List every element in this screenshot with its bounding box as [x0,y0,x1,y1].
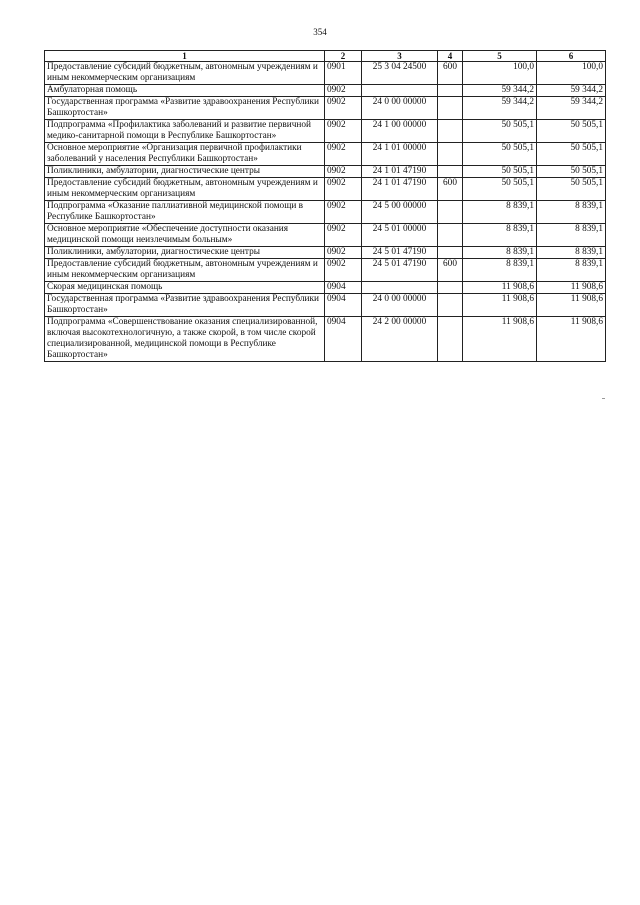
cell-name: Амбулаторная помощь [45,85,325,97]
cell-name: Государственная программа «Развитие здравоохранения Республики Башкортостан» [45,294,325,317]
cell-name: Поликлиники, амбулатории, диагностические центры [45,247,325,259]
cell-amount-2: 50 505,1 [537,143,606,166]
page-number: 354 [313,27,327,37]
cell-target [362,85,438,97]
cell-target: 24 1 01 47190 [362,166,438,178]
cell-amount-2: 8 839,1 [537,247,606,259]
table-row [45,120,606,143]
cell-name: Предоставление субсидий бюджетным, автономным учреждениям и иным некоммерческим организациям [45,178,325,201]
cell-section: 0904 [325,294,362,317]
cell-expense-type [438,201,463,224]
cell-amount-1: 8 839,1 [463,201,537,224]
cell-target: 24 0 00 00000 [362,294,438,317]
cell-amount-1: 8 839,1 [463,247,537,259]
table-row [45,294,606,317]
cell-name: Основное мероприятие «Организация первичной профилактики заболеваний у населения Республики Башкортостан» [45,143,325,166]
cell-name: Скорая медицинская помощь [45,282,325,294]
cell-expense-type [438,224,463,247]
cell-amount-2: 50 505,1 [537,166,606,178]
cell-section: 0902 [325,97,362,120]
cell-amount-1: 50 505,1 [463,143,537,166]
budget-table [44,50,606,362]
cell-amount-2: 8 839,1 [537,201,606,224]
cell-target [362,282,438,294]
cell-name: Подпрограмма «Оказание паллиативной медицинской помощи в Республике Башкортостан» [45,201,325,224]
cell-amount-2: 11 908,6 [537,317,606,362]
cell-amount-1: 59 344,2 [463,97,537,120]
cell-amount-2: 11 908,6 [537,282,606,294]
cell-expense-type [438,120,463,143]
cell-target: 24 1 01 00000 [362,143,438,166]
cell-section: 0902 [325,85,362,97]
cell-amount-2: 50 505,1 [537,178,606,201]
cell-target: 25 3 04 24500 [362,62,438,85]
cell-section: 0904 [325,282,362,294]
cell-name: Предоставление субсидий бюджетным, автономным учреждениям и иным некоммерческим организациям [45,62,325,85]
cell-expense-type [438,143,463,166]
cell-amount-2: 59 344,2 [537,97,606,120]
cell-target: 24 1 01 47190 [362,178,438,201]
scan-mark [602,398,605,399]
cell-amount-1: 11 908,6 [463,317,537,362]
table-row [45,201,606,224]
cell-section: 0902 [325,166,362,178]
cell-expense-type: 600 [438,259,463,282]
cell-name: Предоставление субсидий бюджетным, автономным учреждениям и иным некоммерческим организациям [45,259,325,282]
cell-amount-1: 8 839,1 [463,224,537,247]
table-row [45,97,606,120]
cell-amount-1: 59 344,2 [463,85,537,97]
cell-target: 24 5 01 47190 [362,259,438,282]
cell-section: 0902 [325,120,362,143]
table-row [45,317,606,362]
cell-expense-type: 600 [438,62,463,85]
cell-section: 0902 [325,143,362,166]
column-header-amount-2: 6 [537,51,606,62]
cell-section: 0902 [325,178,362,201]
cell-name: Основное мероприятие «Обеспечение доступности оказания медицинской помощи неизлечимым больным» [45,224,325,247]
column-header-amount-1: 5 [463,51,537,62]
cell-amount-1: 8 839,1 [463,259,537,282]
cell-expense-type [438,166,463,178]
cell-name: Подпрограмма «Профилактика заболеваний и развитие первичной медико-санитарной помощи в Республике Башкортостан» [45,120,325,143]
cell-expense-type [438,247,463,259]
cell-amount-1: 11 908,6 [463,282,537,294]
cell-amount-2: 8 839,1 [537,259,606,282]
column-header-name: 1 [45,51,325,62]
cell-expense-type [438,317,463,362]
table-row [45,85,606,97]
cell-amount-1: 50 505,1 [463,166,537,178]
table-row [45,282,606,294]
cell-expense-type [438,97,463,120]
table-row [45,224,606,247]
cell-amount-2: 8 839,1 [537,224,606,247]
cell-section: 0904 [325,317,362,362]
cell-amount-1: 50 505,1 [463,178,537,201]
table-row [45,247,606,259]
cell-target: 24 2 00 00000 [362,317,438,362]
cell-section: 0901 [325,62,362,85]
column-header-section: 2 [325,51,362,62]
cell-amount-2: 11 908,6 [537,294,606,317]
cell-section: 0902 [325,201,362,224]
cell-name: Подпрограмма «Совершенствование оказания специализированной, включая высокотехнологичную, а также скорой, в том числе скорой специализированной, медицинской помощи в Республике Башкортостан» [45,317,325,362]
cell-expense-type [438,85,463,97]
cell-target: 24 5 00 00000 [362,201,438,224]
cell-name: Государственная программа «Развитие здравоохранения Республики Башкортостан» [45,97,325,120]
table-row [45,166,606,178]
column-header-target: 3 [362,51,438,62]
table-row [45,178,606,201]
cell-amount-1: 11 908,6 [463,294,537,317]
table-row [45,143,606,166]
table-row [45,259,606,282]
table-header-row [45,51,606,62]
cell-section: 0902 [325,247,362,259]
cell-expense-type: 600 [438,178,463,201]
cell-target: 24 1 00 00000 [362,120,438,143]
cell-expense-type [438,282,463,294]
cell-amount-1: 50 505,1 [463,120,537,143]
cell-amount-2: 100,0 [537,62,606,85]
cell-name: Поликлиники, амбулатории, диагностические центры [45,166,325,178]
cell-section: 0902 [325,259,362,282]
cell-amount-2: 59 344,2 [537,85,606,97]
cell-target: 24 5 01 00000 [362,224,438,247]
cell-amount-2: 50 505,1 [537,120,606,143]
column-header-expense-type: 4 [438,51,463,62]
cell-amount-1: 100,0 [463,62,537,85]
cell-target: 24 0 00 00000 [362,97,438,120]
table-row [45,62,606,85]
cell-target: 24 5 01 47190 [362,247,438,259]
cell-section: 0902 [325,224,362,247]
cell-expense-type [438,294,463,317]
